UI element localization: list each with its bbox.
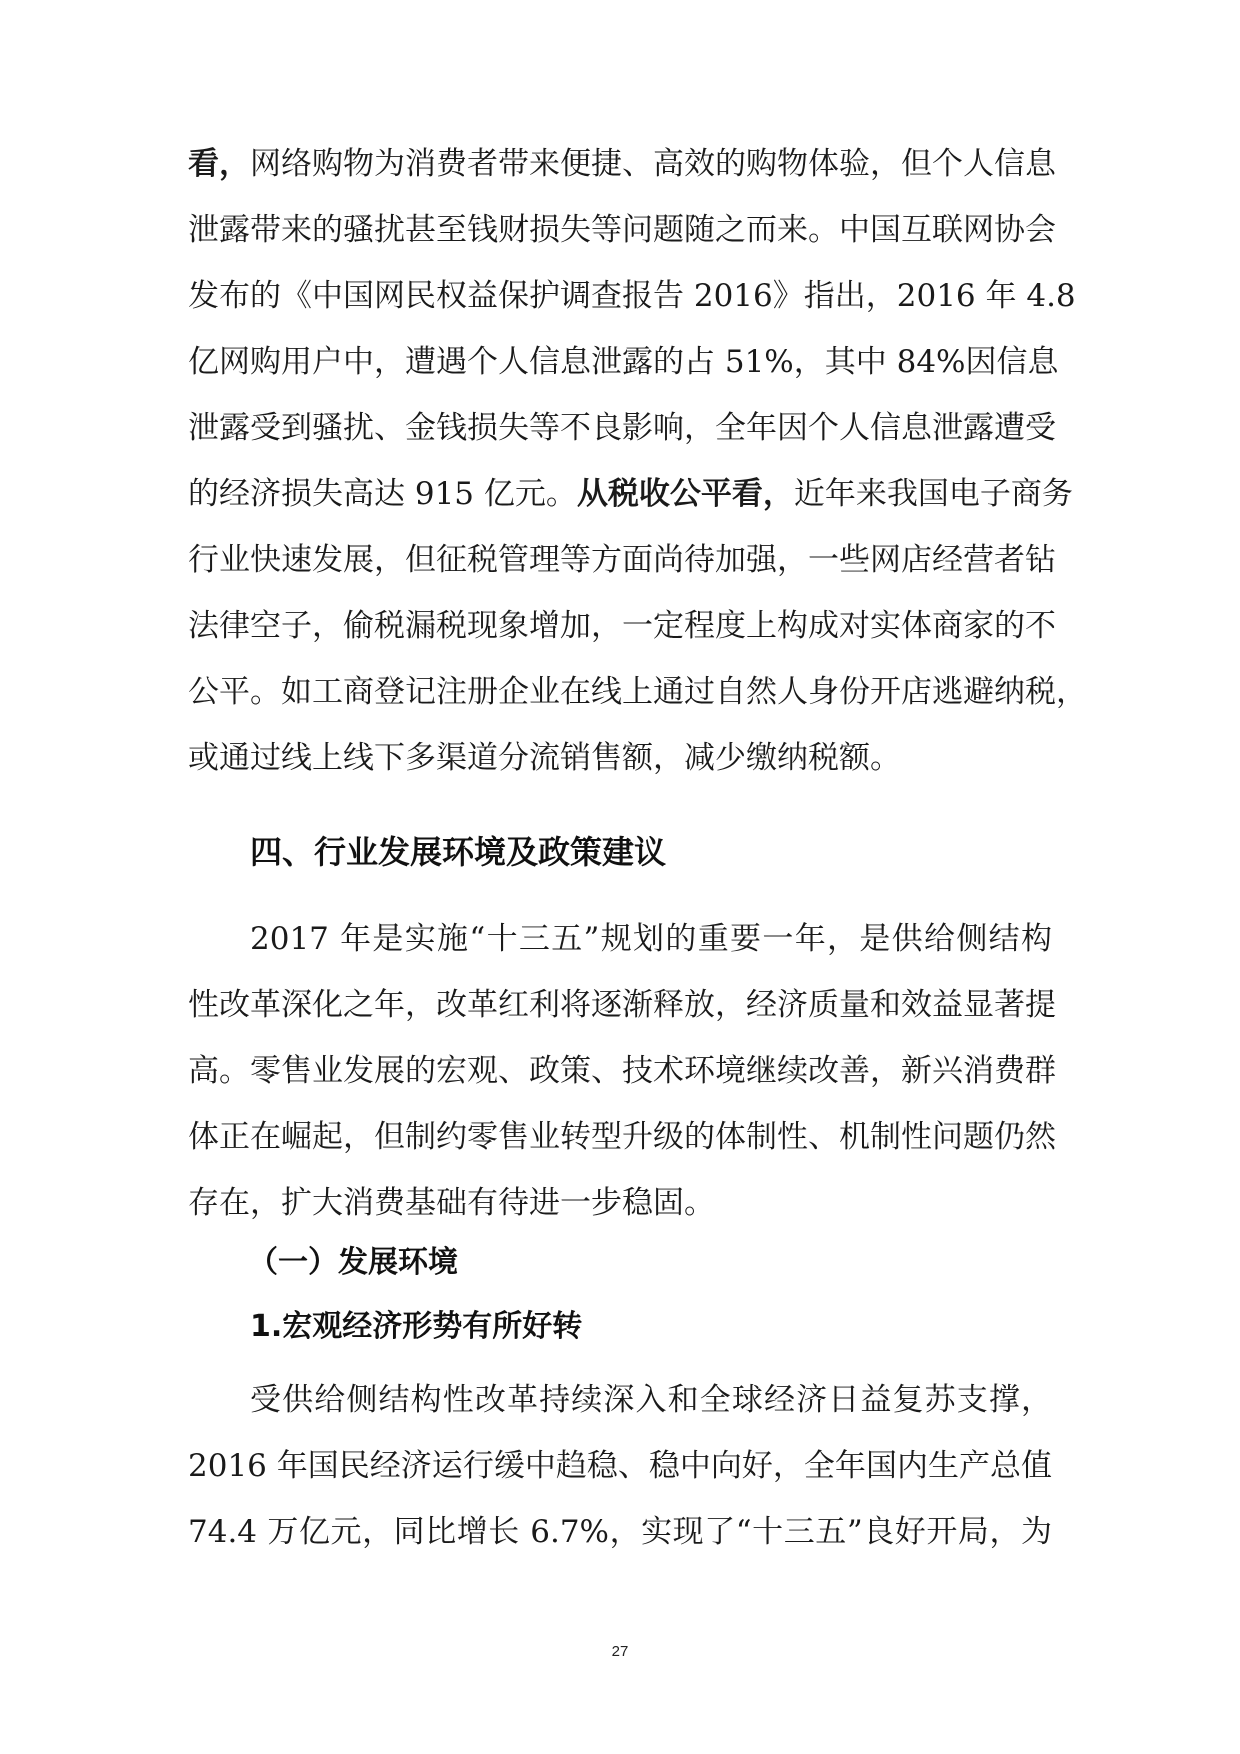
- text-line: 发布的《中国网民权益保护调查报告 2016》指出，2016 年 4.8: [188, 278, 1076, 314]
- text-line: 74.4 万亿元，同比增长 6.7%，实现了“十三五”良好开局，为: [188, 1514, 1052, 1550]
- text-line: 存在，扩大消费基础有待进一步稳固。: [188, 1185, 715, 1221]
- text-line: 性改革深化之年，改革红利将逐渐释放，经济质量和效益显著提: [188, 987, 1056, 1023]
- page-number: 27: [611, 1643, 629, 1660]
- text-line: 2016 年国民经济运行缓中趋稳、稳中向好，全年国内生产总值: [188, 1448, 1052, 1484]
- text-line: 公平。如工商登记注册企业在线上通过自然人身份开店逃避纳税，: [188, 674, 1087, 710]
- bold-lead-phrase: 从税收公平看，: [576, 476, 794, 512]
- text-line: 高。零售业发展的宏观、政策、技术环境继续改善，新兴消费群: [188, 1053, 1056, 1089]
- text-line: 泄露受到骚扰、金钱损失等不良影响，全年因个人信息泄露遭受: [188, 410, 1056, 446]
- text-line: 2017 年是实施“十三五”规划的重要一年，是供给侧结构: [250, 921, 1052, 957]
- text-line: 行业快速发展，但征税管理等方面尚待加强，一些网店经营者钻: [188, 542, 1056, 578]
- text-line: 看，网络购物为消费者带来便捷、高效的购物体验，但个人信息: [188, 146, 1056, 182]
- paragraph-consumer-issues: [188, 131, 1087, 791]
- text-line: 法律空子，偷税漏税现象增加，一定程度上构成对实体商家的不: [188, 608, 1056, 644]
- section-heading: 四、行业发展环境及政策建议: [250, 833, 667, 871]
- subsection-heading: （一）发展环境: [248, 1245, 458, 1280]
- bold-lead-phrase: 看，: [188, 146, 250, 182]
- text-line: 或通过线上线下多渠道分流销售额，减少缴纳税额。: [188, 740, 901, 776]
- text-line: 的经济损失高达 915 亿元。从税收公平看，近年来我国电子商务: [188, 476, 1073, 512]
- text-line: 泄露带来的骚扰甚至钱财损失等问题随之而来。中国互联网协会: [188, 212, 1056, 248]
- text-line: 受供给侧结构性改革持续深入和全球经济日益复苏支撑，: [250, 1382, 1052, 1418]
- text-line: 体正在崛起，但制约零售业转型升级的体制性、机制性问题仍然: [188, 1119, 1056, 1155]
- paragraph-macro-economy: [188, 1367, 1052, 1565]
- paragraph-2017-outlook: [188, 906, 1056, 1236]
- subsubsection-heading: 1.宏观经济形势有所好转: [250, 1309, 583, 1344]
- text-line: 亿网购用户中，遭遇个人信息泄露的占 51%，其中 84%因信息: [188, 344, 1059, 380]
